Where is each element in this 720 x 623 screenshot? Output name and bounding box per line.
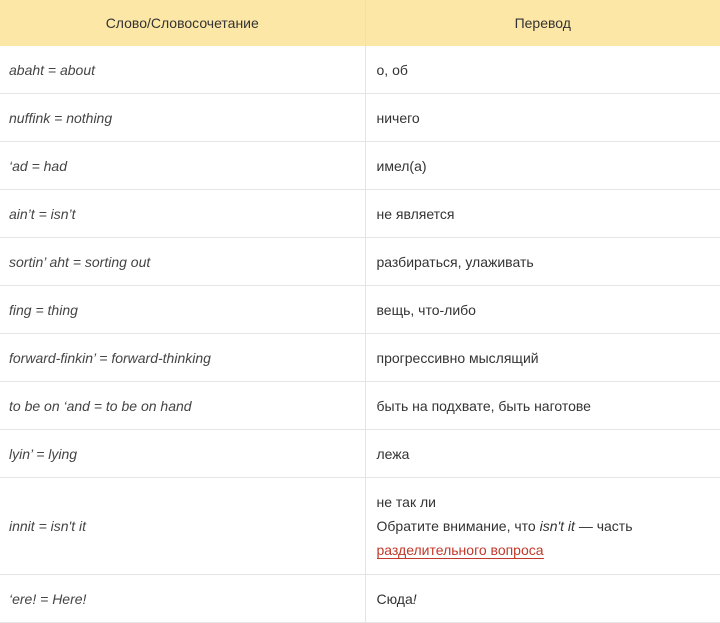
cell-word: innit = isn't it — [0, 478, 365, 575]
note-suffix: — часть — [575, 518, 633, 534]
table-row — [0, 382, 720, 430]
cell-translation: имел(а) — [365, 142, 720, 190]
header-word: Слово/Словосочетание — [0, 0, 365, 46]
header-translation: Перевод — [365, 0, 720, 46]
translation-mark: ! — [413, 591, 417, 607]
cell-word: fing = thing — [0, 286, 365, 334]
cell-translation: ничего — [365, 94, 720, 142]
cell-word: nuffink = nothing — [0, 94, 365, 142]
cell-word: ‘ad = had — [0, 142, 365, 190]
cell-translation: не является — [365, 190, 720, 238]
table-row — [0, 238, 720, 286]
table-row — [0, 334, 720, 382]
translation-note — [377, 514, 720, 538]
table-header-row — [0, 0, 720, 46]
table-row — [0, 478, 720, 575]
cell-word: to be on ‘and = to be on hand — [0, 382, 365, 430]
tag-question-link[interactable]: разделительного вопроса — [377, 542, 544, 559]
translation-text: Сюда — [377, 591, 413, 607]
table-row — [0, 575, 720, 623]
cell-translation: вещь, что-либо — [365, 286, 720, 334]
table-row — [0, 190, 720, 238]
cell-word: abaht = about — [0, 46, 365, 94]
cell-translation: о, об — [365, 46, 720, 94]
cell-word: ‘ere! = Here! — [0, 575, 365, 623]
cell-translation — [365, 575, 720, 623]
cell-translation: разбираться, улаживать — [365, 238, 720, 286]
cell-translation: быть на подхвате, быть наготове — [365, 382, 720, 430]
note-term: isn't it — [540, 518, 575, 534]
table-row — [0, 94, 720, 142]
cell-word: sortin’ aht = sorting out — [0, 238, 365, 286]
cell-word: forward-finkin’ = forward-thinking — [0, 334, 365, 382]
table-row — [0, 286, 720, 334]
cell-translation: прогрессивно мыслящий — [365, 334, 720, 382]
translation-text: не так ли — [377, 490, 720, 514]
table-row — [0, 46, 720, 94]
note-prefix: Обратите внимание, что — [377, 518, 540, 534]
cell-word: ain’t = isn’t — [0, 190, 365, 238]
cell-word: lyin’ = lying — [0, 430, 365, 478]
cell-translation — [365, 478, 720, 575]
cell-translation: лежа — [365, 430, 720, 478]
table-row — [0, 142, 720, 190]
table-row — [0, 430, 720, 478]
